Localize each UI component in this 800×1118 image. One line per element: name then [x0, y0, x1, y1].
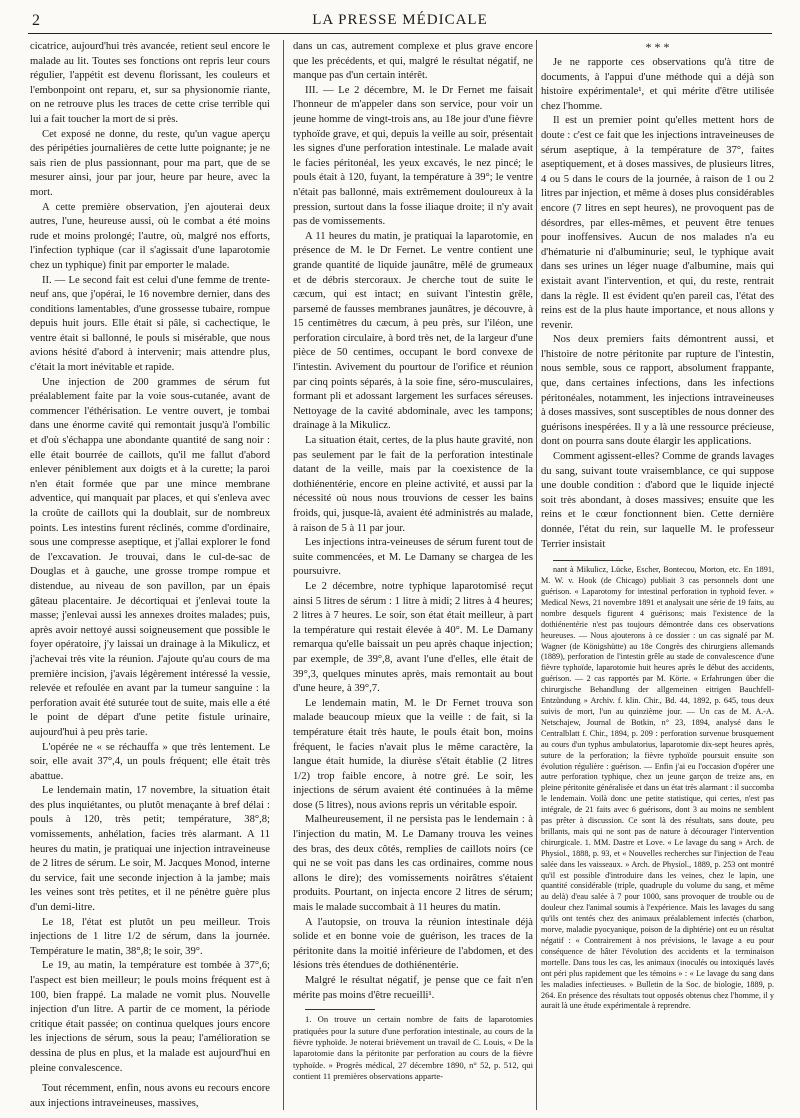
paragraph: cicatrice, aujourd'hui très avancée, retient seul encore le malade au lit. Toutes ses fonctions ont repris leur cours régulier, l'appétit est devenu florissant, les couleurs et l'embonpoint ont reparu, et, sur sa physionomie riante, on ne retrouve plus les traces de cette crise terrible qui lui a fait toucher la mort de si près.: [30, 41, 270, 125]
page-number: 2: [32, 12, 41, 29]
paragraph: Le 19, au matin, la température est tombée à 37°,6; l'aspect est bien meilleur; le pouls moins fréquent est à 100, bien frappé. La malade ne vomit plus. Nouvelle injection d'un litre. A partir de ce moment, la période critique était passée; on continua quelques jours encore les injections de sérum, sous la peau; l'amélioration se dessina de plus en plus, et la malade est aujourd'hui en pleine convalescence.: [30, 960, 270, 1074]
paragraph: Les injections intra-veineuses de sérum furent tout de suite commencées, et M. Le Damany se chargea de les poursuivre.: [293, 537, 533, 578]
footnote-rule: [553, 560, 623, 561]
paragraph: dans un cas, autrement complexe et plus grave encore que les précédents, et qui, malgré le résultat négatif, ne manque pas d'un certain intérêt.: [293, 41, 533, 82]
paragraph: Le lendemain matin, 17 novembre, la situation était des plus inquiétantes, ou plutôt menaçante à bref délai : pouls à 120, très petit; température, 38°,8; vomissements, anhélation, facies très alarmant. A 11 heures du matin, je pratiquai une injection intraveineuse de 2 litres de sérum. Le soir, M. Jacques Monod, interne du service, fait une seconde injection à la jambe; mais les veines sont très petites, et il ne pénètre guère plus d'un demi-litre.: [30, 785, 270, 914]
header-rule: [28, 33, 772, 34]
paragraph: II. — Le second fait est celui d'une femme de trente-neuf ans, que j'opérai, le 16 novembre dernier, dans des conditions lamentables, d'une grossesse tubaire, rompue depuis huit jours. Elle était si pâle, si cachectique, le ventre était si ballonné, le pouls si misérable, que nous avions hésité d'abord à intervenir; mais attendre plus, c'était la mort inévitable et rapide.: [30, 274, 270, 374]
footnote: 1. On trouve un certain nombre de faits de laparotomies pratiquées pour la suture d'une perforation intestinale, au cours de la fièvre typhoïde. Je noterai brièvement un travail de C. Louis, « De la laparotomie dans la péritonite par perforation au cours de la fièvre typhoïde. » Progrès médical, 27 décembre 1890, n° 52, p. 512, qui contient 11 premières observations apparte-: [293, 1014, 533, 1082]
running-header: [28, 10, 772, 34]
paragraph: III. — Le 2 décembre, M. le Dr Fernet me faisait l'honneur de m'appeler dans son service, pour voir un jeune homme de vingt-trois ans, au 18e jour d'une fièvre typhoïde grave, et qui, depuis la veille au soir, présentait les signes d'une perforation intestinale. Le malade avait le facies péritonéal, les yeux excavés, le nez pincé; le pouls était à 120, fuyant, la température à 39°; le ventre n'était pas ballonné, mais extrêmement douloureux à la pression, surtout dans la fosse iliaque droite; il n'y avait pas de vomissements.: [293, 84, 533, 228]
paragraph: A cette première observation, j'en ajouterai deux autres, l'une, heureuse aussi, où le combat a été moins rude et moins prolongé; l'autre, où, malgré nos efforts, l'infection typhique (car il s'agissait d'une laparotomie chez un typhique) finit par emporter le malade.: [30, 201, 270, 271]
paragraph: La situation était, certes, de la plus haute gravité, non pas seulement par le fait de la perforation intestinale datant de la veille, mais par la coexistence de la dothiénentérie, encore en pleine activité, et aussi par la nécessité où nous nous trouvions de cesser les bains froids, qui, jusque-là, avaient été administrés au malade, à raison de 5 à 11 par jour.: [293, 435, 533, 534]
paragraph: Malgré le résultat négatif, je pense que ce fait n'en mérite pas moins d'être recueilli¹.: [293, 975, 533, 1001]
column-left: [30, 40, 270, 1112]
paragraph: Le 18, l'état est plutôt un peu meilleur. Trois injections de 1 litre 1/2 de sérum, dans la journée. Température le matin, 38°,8; le soir, 39°.: [30, 916, 270, 957]
footnote-rule: [305, 1009, 375, 1010]
column-divider: [283, 40, 284, 1110]
journal-title: LA PRESSE MÉDICALE: [312, 12, 488, 28]
paragraph: Tout récemment, enfin, nous avons eu recours encore aux injections intraveineuses, massives,: [30, 1083, 270, 1109]
column-right: [541, 40, 774, 1112]
footnote: nant à Mikulicz, Lücke, Escher, Bontecou, Morton, etc. En 1891, M. W. v. Hook (de Chicago) publiait 3 cas personnels dont une guérison. « Laparotomy for intestinal perforation in typhoid fever. » Medical News, 21 novembre 1891 et analysait une série de 19 faits, au nombre desquels figurent 4 guérisons; mais l'existence de la dothiénentérie n'est pas toujours démontrée dans ces observations heureuses. — Nous ajouterons à ce dossier : un cas signalé par M. Wagner (de Königshütte) au 18e Congrès des chirurgiens allemands (1889), perforation de l'intestin grêle au stade de convalescence d'une fièvre typhoïde, laparotomie huit heures après le début des accidents, guérison. — 2 cas rapportés par M. Körte. « Erfahrungen über die chirurgische Behandlung der allgemeinen eitrigen Bauchfell-Entzündung » Archiv. f. klin. Chir., Bd. 44, 1892, p. 645, tous deux suivis de mort, l'un au quinzième jour. — Un cas de M. A.-A. Netschajew, Journal de Botkin, n° 23, 1894, analysé dans le Centralblatt f. Chir., 1894, p. 209 : perforation survenue brusquement au cours d'un typhus ambulatorius, laparotomie dix-sept heures après, suture de la perforation; la fièvre typhoïde poursuit ensuite son évolution régulière : guérison. — Enfin j'ai eu l'occasion d'opérer une autre perforation typhique, chez un jeune garçon de treize ans, en pleine péritonite généralisée et dans un état très alarmant : il succomba le lendemain. Voilà donc une petite statistique, qui certes, n'est pas intégrale, de 21 faits avec 6 guérisons, dont 3 au moins ne semblent pas prêter à discussion. Ce sont là des résultats, sans doute, peu brillants, mais qui ne sont pas de nature à décourager l'intervention chirurgicale. 1. MM. Dastre et Love. « Le lavage du sang » Arch. de Physiol., 1888, p. 93, et « Nouvelles recherches sur l'injection de l'eau salée dans les vaisseaux. » Arch. de Physiol., 1889, p. 253 ont montré qu'il est possible d'introduire dans les veines, chez le lapin, une quantité considérable (triple, quadruple du volume du sang, et même au delà) d'eau salée à 7 pour 1000, sans provoquer de trouble ou de douleur chez l'animal soumis à l'expérience. Mais les lavages du sang qu'ils ont tentés chez des animaux préalablement infectés (charbon, morve, maladie pyocyanique, poison de la diphtérie) ont eu un résultat négatif : « Contrairement à nos prévisions, le lavage a eu pour conséquence de hâter l'évolution des accidents et la terminaison mortelle. Dans tous les cas, les animaux (inoculés ou intoxiqués lavés ont péri plus rapidement que les témoins » : « Le lavage du sang dans les maladies infectieuses. » Bulletin de la Soc. de biologie, 1889, p. 264. En présence des résultats tout opposés obtenus chez l'homme, il y aurait là une étude expérimentale à reprendre.: [541, 565, 774, 1011]
paragraph: L'opérée ne « se réchauffa » que très lentement. Le soir, elle avait 37°,4, un pouls fréquent; elle était très abattue.: [30, 741, 270, 782]
paragraph: Malheureusement, il ne persista pas le lendemain : à l'injection du matin, M. Le Damany trouva les veines des bras, des deux côtés, remplies de caillots noirs (ce qui ne se voit pas dans les cas ordinaires, comme nous allons le dire); des vomissements noirâtres s'étaient produits. Pourtant, on injecta encore 2 litres de sérum; mais le malade succombait à 11 heures du matin.: [293, 814, 533, 914]
paragraph: Cet exposé ne donne, du reste, qu'un vague aperçu des péripéties journalières de cette lutte poignante; je ne sais rien de plus passionnant, pour ma part, que de se mesurer ainsi, jour par jour, heure par heure, avec la mort.: [30, 128, 270, 198]
paragraph: A l'autopsie, on trouva la réunion intestinale déjà solide et en bonne voie de guérison, les traces de la péritonite dans la moitié inférieure de l'abdomen, et des lésions très étendues de dothiénentérie.: [293, 916, 533, 972]
column-divider: [536, 40, 537, 1110]
column-middle: [293, 40, 533, 1112]
paragraph: Le lendemain matin, M. le Dr Fernet trouva son malade beaucoup mieux que la veille : de fait, si la température était très haute, le pouls était bon, moins fréquent, le facies n'avait plus le même caractère, la langue était humide, la diurèse s'était établie (2 litres 1/2) trop faible encore, à notre gré. Le soir, les injections de sérum avaient été continuées à la même dose (5 litres), nous avions repris un véritable espoir.: [293, 697, 533, 811]
paragraph: Je ne rapporte ces observations qu'à titre de documents, à l'appui d'une méthode qui a déjà son histoire expérimentale¹, et qui mérite d'être utilisée chez l'homme.: [541, 57, 774, 112]
paragraph: Le 2 décembre, notre typhique laparotomisé reçut ainsi 5 litres de sérum : 1 litre à midi; 2 litres à 4 heures; 2 litres à 7 heures. Le soir, son état était meilleur, à part la température qui restait élevée à 40°. M. Le Damany remarqua qu'elle baissait un peu après chaque injection; par exemple, de 39°,8, avant l'une d'elles, elle était de 39°,3, quelques minutes après, mais remontait au bout d'une heure, à 39°,7.: [293, 580, 533, 695]
paragraph: Nos deux premiers faits démontrent aussi, et l'histoire de notre péritonite par rupture de l'intestin, nous semble, sous ce rapport, absolument frappante, que, dans certaines infections, dans les infections péritonéales, notamment, les injections intraveineuses à doses massives, sont susceptibles de nous donner des guérisons inespérées. Il y a là une ressource précieuse, dont on pourra sans doute élargir les applications.: [541, 334, 774, 448]
paragraph: Comment agissent-elles? Comme de grands lavages du sang, suivant toute vraisemblance, ce qui suppose une double condition : d'abord que le liquide injecté soit très abondant, à doses massives; ensuite que les reins et le cœur fonctionnent bien. Cette dernière donnée, l'état du rein, sur laquelle M. le professeur Terrier insistait: [541, 451, 774, 550]
paragraph: A 11 heures du matin, je pratiquai la laparotomie, en présence de M. le Dr Fernet. Le ventre contient une grande quantité de liquide jaunâtre, mêlé de grumeaux et de débris stercoraux. Je cherche tout de suite le cæcum, qui est intact; en suivant l'intestin grêle, parsemé de fausses membranes jaunâtres, je découvre, à 15 centimètres du cæcum, à peu près, sur l'iléon, une perforation circulaire, à bord très net, de la largeur d'une pièce de 50 centimes, occupant le bord convexe de l'intestin. Avivement du pourtour de l'orifice et réunion par cinq points séparés, à la soie fine, séro-musculaires, formant pli et adossant largement les surfaces séreuses. Nettoyage de la cavité abdominale, avec les tampons; drainage à la Mikulicz.: [293, 230, 533, 432]
paragraph: Il est un premier point qu'elles mettent hors de doute : c'est ce fait que les injections intraveineuses de sérum aseptique, à la température de 37°, faites aseptiquement, et à doses massives, de plusieurs litres, 4 ou 5 dans le cours de la journée, à raison de 1 ou 2 litres par injection, et même à doses plus considérables encore (7 litres en sept heures), ne provoquent pas de désordres, par elles-mêmes, et peuvent être tenues pour inoffensives. Aucun de nos malades n'a eu d'hématurie ni d'albuminurie; seul, le typhique avait dans ses urines un léger nuage d'albumine, mais qui existait avant l'intervention, et qui, du reste, rentrait dans la règle. Il est évident qu'en pareil cas, l'état des reins est de la plus haute importance, et nous allons y revenir.: [541, 115, 774, 331]
section-ornament: * * *: [645, 40, 670, 54]
paragraph: Une injection de 200 grammes de sérum fut préalablement faite par la voie sous-cutanée, avant de commencer l'éthérisation. Le ventre ouvert, je tombai dans une énorme cavité qui remontait jusqu'à l'ombilic et d'où s'échappa une abondante quantité de sang noir : elle était bourrée de caillots, qu'il me fallut d'abord enlever péniblement aux doigts et à la curette; la paroi n'en était formée que par une mince membrane adventice, qui manquait par places, et qui s'enleva avec la croûte de caillots qui la doublait, sur de nombreux points. Les intestins furent réclinés, comme d'ordinaire, sous une compresse aseptique, et j'allai explorer le fond de l'excavation. Je trouvai, dans le cul-de-sac de Douglas et à gauche, une grosse trompe rompue et distendue, au niveau de son pavillon, par un épais gâteau placentaire. Je décortiquai et j'enlevai toute la masse; j'enlevai aussi les annexes droites malades; puis, après avoir nettoyé aussi soigneusement que possible le foyer opératoire, j'y laissai un drainage à la Mikulicz, et j'achevai très vite la réunion. J'ajoute qu'au cours de ma première incision, j'avais légèrement intéressé la vessie, relevée et refoulée en avant par la tumeur sanguine : la perforation avait été suturée tout de suite, mais elle a été le point de départ d'une petite fistule urinaire, aujourd'hui à peu près tarie.: [30, 376, 270, 738]
